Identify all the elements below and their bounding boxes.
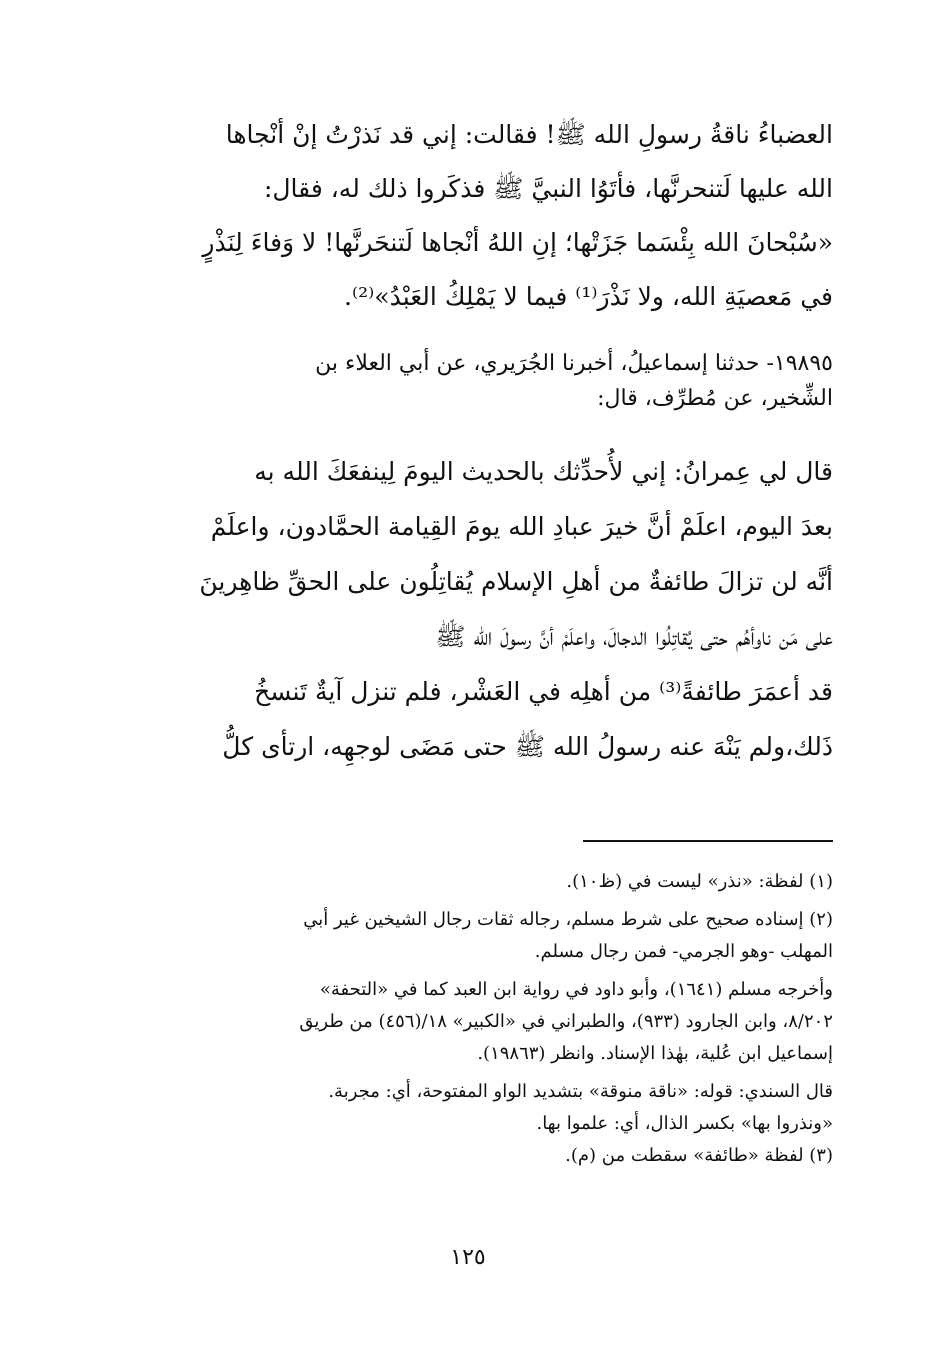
footnote-2-takhrij-line: إسماعيل ابن عُلية، بهٰذا الإسناد. وانظر (١٩٨٦٣). (477, 1043, 833, 1064)
hadith-matn (133, 444, 833, 774)
hadith-isnad-line: الشِّخير، عن مُطرِّف، قال: (597, 386, 833, 411)
hadith-matn-line: بعدَ اليوم، اعلَمْ أنَّ خيرَ عبادِ الله يومَ القِيامة الحمَّادون، واعلَمْ (210, 512, 833, 541)
hadith-matn-line: ذَلك،ولم يَنْهَ عنه رسولُ الله ﷺ حتى مَضَى لوجهِه، ارتأى كلُّ (222, 732, 833, 761)
main-text-line: العضباءُ ناقةُ رسولِ الله ﷺ! فقالت: إني قد نَذرْتُ إنْ أنْجاها (225, 120, 833, 149)
footnote-separator (583, 840, 833, 842)
hadith-matn-line: قد أعمَرَ طائفةً⁽³⁾ من أهلِه في العَشْر، فلم تنزل آيةٌ تَنسخُ (254, 677, 833, 706)
footnote-2-line: (٢) إسناده صحيح على شرط مسلم، رجاله ثقات رجال الشيخين غير أبي (303, 909, 833, 930)
footnotes (133, 866, 833, 1172)
hadith-matn-line: أنَّه لن تزالَ طائفةٌ من أهلِ الإسلام يُقاتِلُون على الحقِّ ظاهِرينَ (199, 567, 833, 596)
main-text-line: في مَعصيَةِ الله، ولا نَذْرَ⁽¹⁾ فيما لا يَمْلِكُ العَبْدُ»⁽²⁾. (344, 282, 833, 311)
footnote-1: (١) لفظة: «نذر» ليست في (ظ١٠). (566, 871, 833, 892)
main-text-line: «سُبْحانَ الله بِئْسَما جَزَتْها؛ إنِ اللهُ أنْجاها لَتنحَرنَّها! لا وَفاءَ لِنَذْرٍ (202, 228, 833, 257)
footnote-2-line: المهلب -وهو الجرمي- فمن رجال مسلم. (534, 941, 833, 962)
footnote-2-takhrij-line: وأخرجه مسلم (١٦٤١)، وأبو داود في رواية ابن العبد كما في «التحفة» (319, 979, 833, 1000)
main-text (133, 108, 833, 324)
hadith-matn-line: قال لي عِمرانُ: إني لأُحدِّثك بالحديث اليومَ لِينفعَكَ الله به (254, 457, 833, 486)
hadith-isnad-line: ١٩٨٩٥- حدثنا إسماعيلُ، أخبرنا الجُرَيري، عن أبي العلاء بن (315, 351, 833, 376)
footnote-2-takhrij-line: ٨/٢٠٢، وابن الجارود (٩٣٣)، والطبراني في «الكبير» ١٨/(٤٥٦) من طريق (299, 1011, 833, 1032)
footnote-2-sindi-line: قال السندي: قوله: «ناقة منوقة» بتشديد الواو المفتوحة، أي: مجربة. (328, 1081, 833, 1102)
footnote-3: (٣) لفظة «طائفة» سقطت من (م). (565, 1145, 833, 1166)
hadith-isnad (133, 346, 833, 416)
main-text-line: الله عليها لَتنحرنَّها، فأتَوُا النبيَّ ﷺ فذكَروا ذلك له، فقال: (263, 174, 833, 203)
hadith-matn-line: على مَن ناوأهُم حتى يُقاتِلُوا الدجالَ، واعلَمْ أنَّ رسولَ الله ﷺ (435, 622, 833, 651)
page-number: ١٢٥ (450, 1245, 486, 1270)
footnote-2-sindi-line: «ونذروا بها» بكسر الذال، أي: علموا بها. (536, 1113, 833, 1134)
